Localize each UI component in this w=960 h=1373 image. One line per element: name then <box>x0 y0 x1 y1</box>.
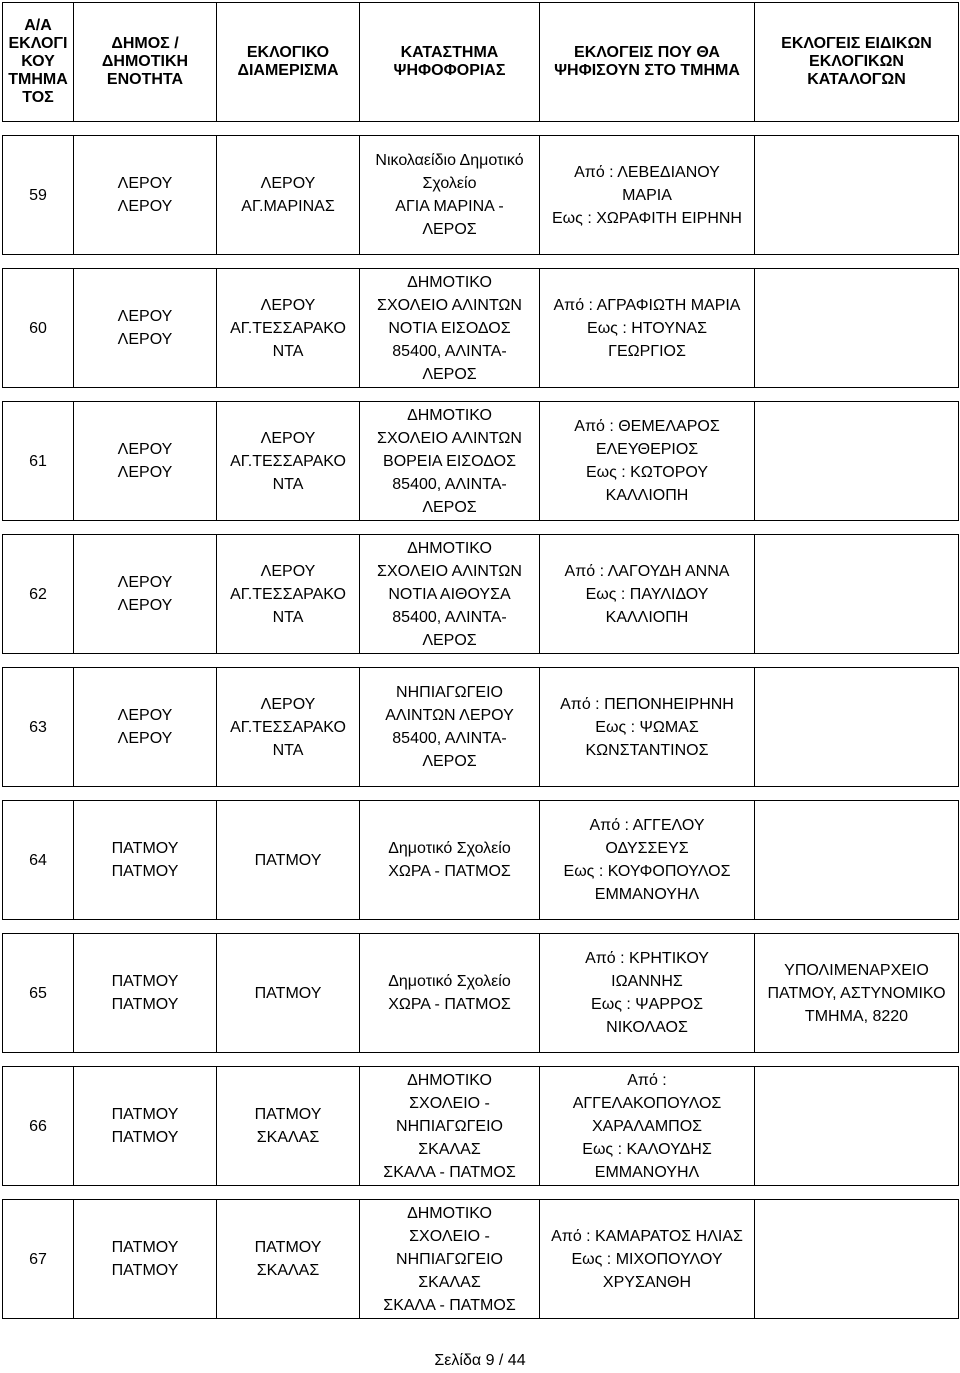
ekloges-cell <box>540 402 755 521</box>
diamerisma-cell-line: ΑΓ.ΤΕΣΣΑΡΑΚΟ <box>230 585 346 603</box>
katastima-cell <box>360 1067 540 1186</box>
diamerisma-cell-line: ΠΑΤΜΟΥ <box>254 851 322 869</box>
katastima-cell-line: ΣΚΑΛΑΣ <box>418 1273 481 1291</box>
katastima-cell-line: ΛΕΡΟΣ <box>422 753 477 770</box>
dimos-cell-line: ΠΑΤΜΟΥ <box>111 1239 179 1256</box>
ekloges-cell-line: Από : ΘΕΜΕΛΑΡΟΣ <box>574 418 720 435</box>
katastima-cell <box>360 934 540 1053</box>
katastima-cell-line: ΝΟΤΙΑ ΑΙΘΟΥΣΑ <box>388 585 511 603</box>
katastima-cell <box>360 1200 540 1319</box>
ekloges-cell <box>540 1200 755 1319</box>
separator-cell <box>3 787 959 801</box>
diamerisma-cell <box>217 269 360 388</box>
dimos-cell-line: ΛΕΡΟΥ <box>117 730 173 747</box>
ekloges-cell-line: Εως : ΚΟΥΦΟΠΟΥΛΟΣ <box>563 863 731 880</box>
row-separator <box>3 1053 959 1067</box>
ekloges-cell-line: ΓΕΩΡΓΙΟΣ <box>608 342 686 360</box>
row-number: 59 <box>3 136 74 255</box>
katastima-cell-line: ΛΕΡΟΣ <box>422 631 477 649</box>
ekloges-cell-line: ΕΜΜΑΝΟΥΗΛ <box>594 886 700 903</box>
ekloges-cell-line: ΑΓΓΕΛΑΚΟΠΟΥΛΟΣ <box>572 1094 722 1112</box>
row-number: 67 <box>3 1200 74 1319</box>
ekloges-cell-line: Από : ΛΑΓΟΥΔΗ ΑΝΝΑ <box>564 562 730 580</box>
diamerisma-cell <box>217 801 360 920</box>
dimos-cell <box>74 801 217 920</box>
ekloges-cell-line: Από : ΑΓΓΕΛΟΥ <box>589 817 705 834</box>
katastima-cell <box>360 801 540 920</box>
dimos-cell-line: ΠΑΤΜΟΥ <box>111 863 179 880</box>
diamerisma-cell <box>217 1200 360 1319</box>
diamerisma-cell-line: ΝΤΑ <box>272 475 304 493</box>
katastima-cell-line: ΣΧΟΛΕΙΟ - <box>409 1227 490 1245</box>
katastima-cell <box>360 402 540 521</box>
dimos-cell-line: ΠΑΤΜΟΥ <box>111 973 179 990</box>
katastima-cell-line: ΣΧΟΛΕΙΟ ΑΛΙΝΤΩΝ <box>377 562 522 580</box>
dimos-cell-line: ΠΑΤΜΟΥ <box>111 1129 179 1146</box>
katastima-cell <box>360 136 540 255</box>
diamerisma-cell-line: ΣΚΑΛΑΣ <box>256 1129 320 1146</box>
dimos-cell <box>74 535 217 654</box>
dimos-cell-line: ΠΑΤΜΟΥ <box>111 1262 179 1279</box>
katastima-cell <box>360 668 540 787</box>
ekloges-cell-line: Εως : ΚΩΤΟΡΟΥ <box>585 464 709 481</box>
ekloges-cell-line: Από : ΑΓΡΑΦΙΩΤΗ ΜΑΡΙΑ <box>553 296 741 314</box>
ekloges-cell-line: Εως : ΨΑΡΡΟΣ <box>591 996 703 1013</box>
katastima-cell-line: ΔΗΜΟΤΙΚΟ <box>407 1071 492 1089</box>
separator-cell <box>3 122 959 136</box>
katastima-cell-line: ΝΟΤΙΑ ΕΙΣΟΔΟΣ <box>388 319 511 337</box>
katastima-cell-line: ΝΗΠΙΑΓΩΓΕΙΟ <box>396 1117 503 1135</box>
eidikoi-cell <box>755 535 959 654</box>
row-number: 61 <box>3 402 74 521</box>
katastima-cell <box>360 535 540 654</box>
eidikoi-cell-line: ΤΜΗΜΑ, 8220 <box>804 1007 909 1025</box>
ekloges-cell-line: Εως : ΚΑΛΟΥΔΗΣ <box>582 1140 712 1158</box>
table-row <box>3 136 959 255</box>
diamerisma-cell-line: ΛΕΡΟΥ <box>260 562 316 580</box>
header-ekloges: ΕΚΛΟΓΕΙΣ ΠΟΥ ΘΑ ΨΗΦΙΣΟΥΝ ΣΤΟ ΤΜΗΜΑ <box>540 3 755 122</box>
dimos-cell <box>74 402 217 521</box>
diamerisma-cell-line: ΣΚΑΛΑΣ <box>256 1262 320 1279</box>
dimos-cell-line: ΛΕΡΟΥ <box>117 441 173 458</box>
ekloges-cell-line: ΚΩΝΣΤΑΝΤΙΝΟΣ <box>585 741 709 759</box>
ekloges-cell-line: Από : <box>627 1071 667 1089</box>
diamerisma-cell-line: ΛΕΡΟΥ <box>260 429 316 447</box>
row-separator <box>3 920 959 934</box>
table-row <box>3 535 959 654</box>
ekloges-cell <box>540 136 755 255</box>
header-katastima: ΚΑΤΑΣΤΗΜΑ ΨΗΦΟΦΟΡΙΑΣ <box>360 3 540 122</box>
header-eidikoi: ΕΚΛΟΓΕΙΣ ΕΙΔΙΚΩΝ ΕΚΛΟΓΙΚΩΝ ΚΑΤΑΛΟΓΩΝ <box>755 3 959 122</box>
ekloges-cell-line: ΝΙΚΟΛΑΟΣ <box>606 1019 688 1036</box>
diamerisma-cell <box>217 402 360 521</box>
row-separator <box>3 388 959 402</box>
eidikoi-cell-line: ΠΑΤΜΟΥ, ΑΣΤΥΝΟΜΙΚΟ <box>767 984 946 1002</box>
ekloges-cell-line: ΕΜΜΑΝΟΥΗΛ <box>594 1163 700 1181</box>
katastima-cell-line: ΧΩΡΑ - ΠΑΤΜΟΣ <box>388 996 511 1013</box>
ekloges-cell <box>540 1067 755 1186</box>
ekloges-cell-line: Εως : ΜΙΧΟΠΟΥΛΟΥ <box>571 1250 723 1268</box>
ekloges-cell-line: Εως : ΠΑΥΛΙΔΟΥ <box>585 585 709 603</box>
ekloges-cell <box>540 535 755 654</box>
diamerisma-cell-line: ΑΓ.ΤΕΣΣΑΡΑΚΟ <box>230 718 346 736</box>
eidikoi-cell <box>755 1067 959 1186</box>
ekloges-cell-line: ΚΑΛΛΙΟΠΗ <box>605 487 689 504</box>
row-separator <box>3 654 959 668</box>
header-diamerisma: ΕΚΛΟΓΙΚΟ ΔΙΑΜΕΡΙΣΜΑ <box>217 3 360 122</box>
row-number: 62 <box>3 535 74 654</box>
row-separator <box>3 787 959 801</box>
katastima-cell-line: ΔΗΜΟΤΙΚΟ <box>407 1204 492 1222</box>
katastima-cell-line: ΧΩΡΑ - ΠΑΤΜΟΣ <box>388 863 511 880</box>
ekloges-cell-line: Εως : ΧΩΡΑΦΙΤΗ ΕΙΡΗΝΗ <box>552 209 742 227</box>
header-dimos: ΔΗΜΟΣ / ΔΗΜΟΤΙΚΗ ΕΝΟΤΗΤΑ <box>74 3 217 122</box>
dimos-cell-line: ΛΕΡΟΥ <box>117 331 173 348</box>
diamerisma-cell-line: ΝΤΑ <box>272 741 304 759</box>
row-separator <box>3 1186 959 1200</box>
katastima-cell-line: ΔΗΜΟΤΙΚΟ <box>407 273 492 291</box>
eidikoi-cell <box>755 801 959 920</box>
katastima-cell-line: ΣΧΟΛΕΙΟ ΑΛΙΝΤΩΝ <box>377 296 522 314</box>
separator-cell <box>3 1053 959 1067</box>
katastima-cell-line: ΛΕΡΟΣ <box>422 498 477 516</box>
diamerisma-cell-line: ΠΑΤΜΟΥ <box>254 1239 322 1256</box>
diamerisma-cell-line: ΑΓ.ΜΑΡΙΝΑΣ <box>241 198 335 215</box>
diamerisma-cell-line: ΠΑΤΜΟΥ <box>254 1106 322 1123</box>
row-separator <box>3 255 959 269</box>
dimos-cell-line: ΠΑΤΜΟΥ <box>111 840 179 857</box>
row-number: 60 <box>3 269 74 388</box>
table-row <box>3 801 959 920</box>
katastima-cell-line: ΔΗΜΟΤΙΚΟ <box>407 406 492 424</box>
ekloges-cell <box>540 934 755 1053</box>
katastima-cell-line: ΣΧΟΛΕΙΟ ΑΛΙΝΤΩΝ <box>377 429 522 447</box>
ekloges-cell-line: ΜΑΡΙΑ <box>622 186 672 204</box>
katastima-cell-line: ΝΗΠΙΑΓΩΓΕΙΟ <box>396 1250 503 1268</box>
ekloges-cell <box>540 668 755 787</box>
katastima-cell-line: ΣΚΑΛΑΣ <box>418 1140 481 1158</box>
table-row <box>3 402 959 521</box>
katastima-cell <box>360 269 540 388</box>
eidikoi-cell <box>755 934 959 1053</box>
page-footer: Σελίδα 9 / 44 <box>434 1352 526 1369</box>
eidikoi-cell <box>755 269 959 388</box>
ekloges-cell-line: Από : ΠΕΠΟΝΗΕΙΡΗΝΗ <box>560 695 734 713</box>
dimos-cell <box>74 1067 217 1186</box>
diamerisma-cell <box>217 136 360 255</box>
eidikoi-cell <box>755 402 959 521</box>
katastima-cell-line: Σχολείο <box>422 175 477 192</box>
dimos-cell-line: ΛΕΡΟΥ <box>117 597 173 614</box>
dimos-cell-line: ΛΕΡΟΥ <box>117 707 173 724</box>
diamerisma-cell <box>217 535 360 654</box>
diamerisma-cell <box>217 668 360 787</box>
dimos-cell-line: ΠΑΤΜΟΥ <box>111 1106 179 1123</box>
eidikoi-cell <box>755 136 959 255</box>
separator-cell <box>3 654 959 668</box>
ekloges-cell <box>540 269 755 388</box>
table-row <box>3 934 959 1053</box>
katastima-cell-line: ΣΧΟΛΕΙΟ - <box>409 1094 490 1112</box>
dimos-cell-line: ΠΑΤΜΟΥ <box>111 996 179 1013</box>
diamerisma-cell-line: ΛΕΡΟΥ <box>260 296 316 314</box>
dimos-cell <box>74 269 217 388</box>
katastima-cell-line: ΔΗΜΟΤΙΚΟ <box>407 539 492 557</box>
separator-cell <box>3 1186 959 1200</box>
polling-stations-table <box>2 2 959 1319</box>
eidikoi-cell-line: ΥΠΟΛΙΜΕΝΑΡΧΕΙΟ <box>784 961 929 979</box>
ekloges-cell-line: Εως : ΗΤΟΥΝΑΣ <box>587 319 707 337</box>
header-aa: Α/Α ΕΚΛΟΓΙ ΚΟΥ ΤΜΗΜΑ ΤΟΣ <box>3 3 74 122</box>
katastima-cell-line: ΝΗΠΙΑΓΩΓΕΙΟ <box>396 684 503 701</box>
diamerisma-cell-line: ΝΤΑ <box>272 342 304 360</box>
table-row <box>3 269 959 388</box>
diamerisma-cell-line: ΛΕΡΟΥ <box>260 175 316 192</box>
diamerisma-cell <box>217 1067 360 1186</box>
ekloges-cell-line: ΕΛΕΥΘΕΡΙΟΣ <box>595 441 699 458</box>
table-row <box>3 1200 959 1319</box>
dimos-cell-line: ΛΕΡΟΥ <box>117 175 173 192</box>
row-separator <box>3 122 959 136</box>
diamerisma-cell <box>217 934 360 1053</box>
header-row <box>3 3 959 122</box>
katastima-cell-line: 85400, ΑΛΙΝΤΑ- <box>392 730 507 747</box>
separator-cell <box>3 920 959 934</box>
katastima-cell-line: Νικολαείδιο Δημοτικό <box>375 152 524 169</box>
ekloges-cell-line: Από : ΚΑΜΑΡΑΤΟΣ ΗΛΙΑΣ <box>551 1227 743 1245</box>
table-row <box>3 668 959 787</box>
dimos-cell <box>74 934 217 1053</box>
row-number: 65 <box>3 934 74 1053</box>
katastima-cell-line: 85400, ΑΛΙΝΤΑ- <box>392 342 507 360</box>
katastima-cell-line: ΑΓΙΑ ΜΑΡΙΝΑ - <box>395 198 504 215</box>
eidikoi-cell <box>755 1200 959 1319</box>
ekloges-cell-line: ΟΔΥΣΣΕΥΣ <box>605 840 689 857</box>
ekloges-cell-line: ΙΩΑΝΝΗΣ <box>611 973 683 990</box>
dimos-cell-line: ΛΕΡΟΥ <box>117 308 173 325</box>
ekloges-cell-line: Από : ΚΡΗΤΙΚΟΥ <box>585 950 709 967</box>
ekloges-cell-line: Εως : ΨΩΜΑΣ <box>595 718 699 736</box>
diamerisma-cell-line: ΠΑΤΜΟΥ <box>254 984 322 1002</box>
dimos-cell-line: ΛΕΡΟΥ <box>117 198 173 215</box>
diamerisma-cell-line: ΛΕΡΟΥ <box>260 695 316 713</box>
ekloges-cell-line: ΚΑΛΛΙΟΠΗ <box>605 608 689 626</box>
row-separator <box>3 521 959 535</box>
diamerisma-cell-line: ΝΤΑ <box>272 608 304 626</box>
katastima-cell-line: ΑΛΙΝΤΩΝ ΛΕΡΟΥ <box>385 707 514 724</box>
dimos-cell <box>74 668 217 787</box>
separator-cell <box>3 388 959 402</box>
dimos-cell-line: ΛΕΡΟΥ <box>117 574 173 591</box>
dimos-cell <box>74 1200 217 1319</box>
row-number: 64 <box>3 801 74 920</box>
row-number: 63 <box>3 668 74 787</box>
dimos-cell-line: ΛΕΡΟΥ <box>117 464 173 481</box>
katastima-cell-line: 85400, ΑΛΙΝΤΑ- <box>392 608 507 626</box>
katastima-cell-line: ΣΚΑΛΑ - ΠΑΤΜΟΣ <box>383 1163 516 1181</box>
katastima-cell-line: 85400, ΑΛΙΝΤΑ- <box>392 475 507 493</box>
ekloges-cell <box>540 801 755 920</box>
katastima-cell-line: ΛΕΡΟΣ <box>422 365 477 383</box>
diamerisma-cell-line: ΑΓ.ΤΕΣΣΑΡΑΚΟ <box>230 452 346 470</box>
ekloges-cell-line: ΧΡΥΣΑΝΘΗ <box>602 1273 692 1291</box>
table-row <box>3 1067 959 1186</box>
separator-cell <box>3 255 959 269</box>
katastima-cell-line: Δημοτικό Σχολείο <box>388 840 511 857</box>
katastima-cell-line: Δημοτικό Σχολείο <box>388 973 511 990</box>
row-number: 66 <box>3 1067 74 1186</box>
katastima-cell-line: ΣΚΑΛΑ - ΠΑΤΜΟΣ <box>383 1296 516 1314</box>
ekloges-cell-line: ΧΑΡΑΛΑΜΠΟΣ <box>591 1117 703 1135</box>
katastima-cell-line: ΛΕΡΟΣ <box>422 221 477 238</box>
eidikoi-cell <box>755 668 959 787</box>
dimos-cell <box>74 136 217 255</box>
diamerisma-cell-line: ΑΓ.ΤΕΣΣΑΡΑΚΟ <box>230 319 346 337</box>
separator-cell <box>3 521 959 535</box>
ekloges-cell-line: Από : ΛΕΒΕΔΙΑΝΟΥ <box>574 163 720 181</box>
katastima-cell-line: ΒΟΡΕΙΑ ΕΙΣΟΔΟΣ <box>383 452 516 470</box>
